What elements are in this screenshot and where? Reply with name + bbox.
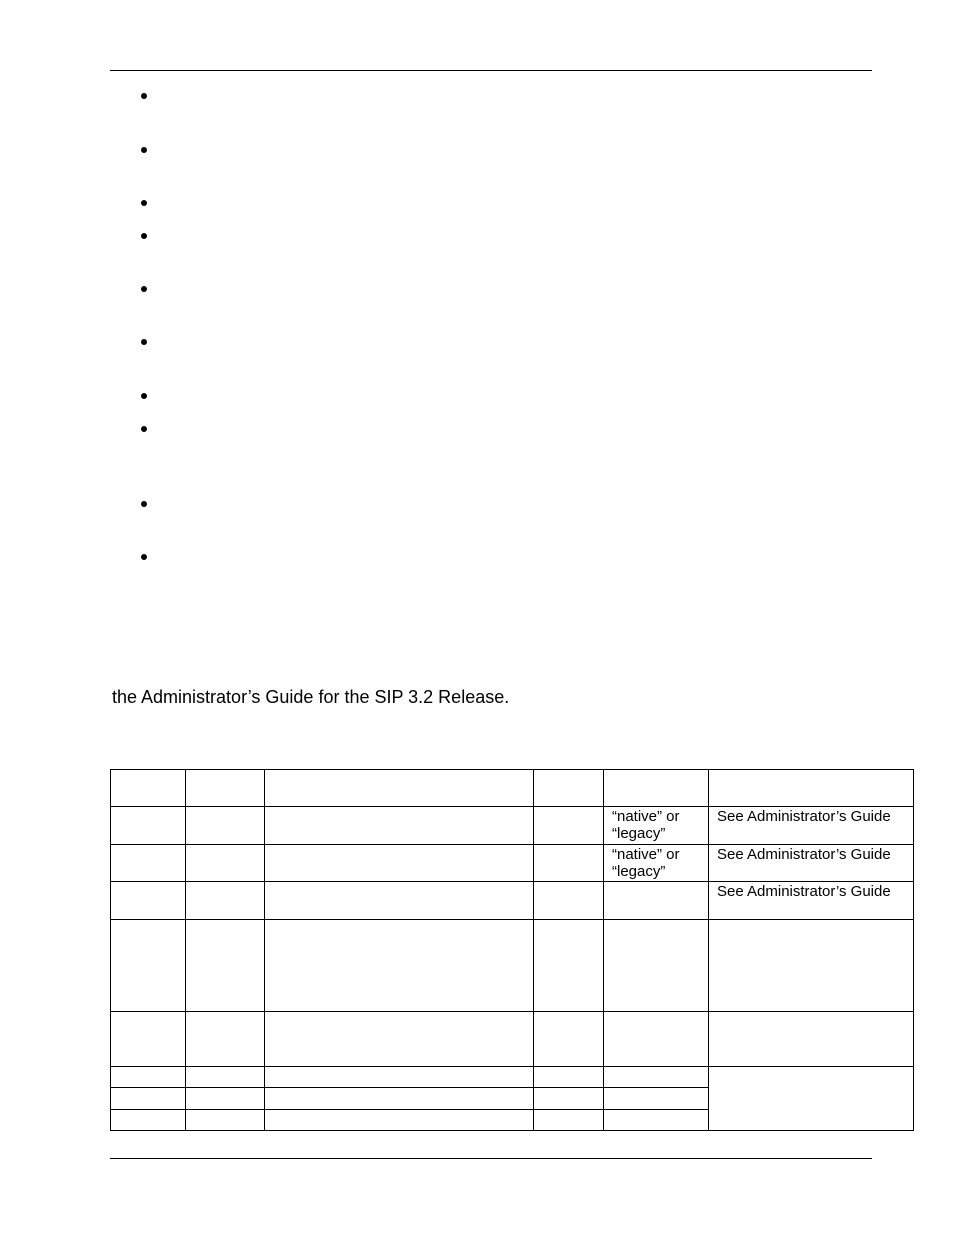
footer-rule [110, 1158, 872, 1159]
table-cell [534, 920, 603, 928]
table-cell [604, 1110, 708, 1118]
table-cell [709, 1067, 913, 1075]
table-cell [534, 770, 603, 778]
bullet-marker [141, 339, 147, 345]
table-cell: “native” or “legacy” [612, 808, 680, 843]
table-row [111, 845, 914, 882]
table-cell [186, 1012, 264, 1020]
bullet-marker [141, 554, 147, 560]
table-cell [265, 1110, 533, 1118]
table-cell [604, 920, 708, 928]
table-cell [111, 807, 185, 815]
table-cell [534, 807, 603, 815]
table-cell [265, 1067, 533, 1075]
table-cell [265, 807, 533, 815]
table-cell [186, 807, 264, 815]
table-header-row [111, 770, 914, 807]
bullet-marker [141, 147, 147, 153]
bullet-marker [141, 93, 147, 99]
table-row [111, 920, 914, 1011]
parameter-table [110, 769, 914, 1131]
table-cell [186, 1088, 264, 1096]
table-cell [186, 1067, 264, 1075]
table-cell [265, 1012, 533, 1020]
table-cell [111, 882, 185, 890]
table-row [111, 882, 914, 920]
table-cell [111, 1088, 185, 1096]
bullet-marker [141, 233, 147, 239]
table-row [111, 1011, 914, 1066]
table-cell [265, 1088, 533, 1096]
table-cell [186, 1110, 264, 1118]
table-cell [534, 1012, 603, 1020]
table-cell [111, 1012, 185, 1020]
table-cell [111, 845, 185, 853]
table-cell [111, 770, 185, 778]
table-cell [265, 770, 533, 778]
bullet-marker [141, 286, 147, 292]
table-cell [111, 1067, 185, 1075]
table-cell [111, 920, 185, 928]
header-rule [110, 70, 872, 71]
table-cell [604, 1088, 708, 1096]
table-cell [604, 770, 708, 778]
table-cell: See Administrator’s Guide [717, 883, 891, 901]
table-cell [186, 920, 264, 928]
table-cell [534, 882, 603, 890]
table-cell [186, 845, 264, 853]
table-cell [534, 1110, 603, 1118]
table-row [111, 807, 914, 845]
table-cell: “native” or “legacy” [612, 846, 680, 881]
table-cell [265, 920, 533, 928]
table-row [111, 1066, 914, 1087]
table-cell [186, 882, 264, 890]
body-paragraph: the Administrator’s Guide for the SIP 3.2 Release. [112, 687, 510, 707]
table-cell: See Administrator’s Guide [717, 846, 891, 864]
table-cell [709, 920, 913, 928]
bullet-marker [141, 393, 147, 399]
table-cell [265, 882, 533, 890]
table-cell [534, 1067, 603, 1075]
table-cell [265, 845, 533, 853]
table-cell [709, 1012, 913, 1020]
table-cell [111, 1110, 185, 1118]
table-cell [186, 770, 264, 778]
table-cell [534, 1088, 603, 1096]
table-cell [604, 882, 708, 890]
table-cell: See Administrator’s Guide [717, 808, 891, 826]
bullet-marker [141, 426, 147, 432]
table-cell [604, 1012, 708, 1020]
table-cell [534, 845, 603, 853]
table-cell [709, 770, 913, 778]
bullet-marker [141, 501, 147, 507]
bullet-marker [141, 200, 147, 206]
table-cell [604, 1067, 708, 1075]
